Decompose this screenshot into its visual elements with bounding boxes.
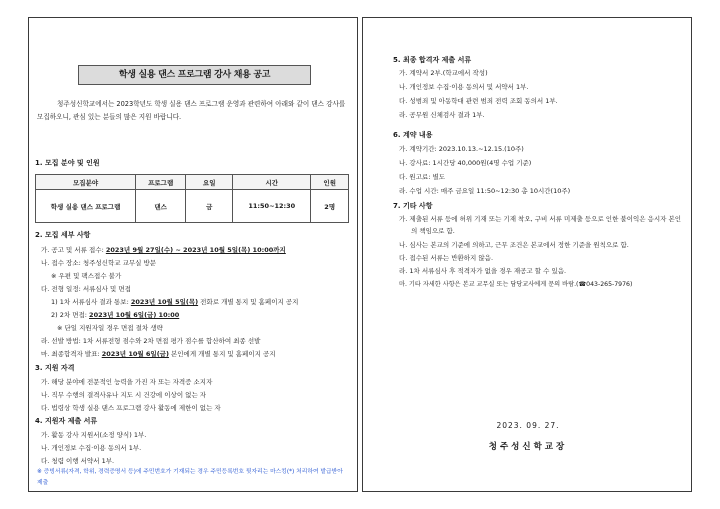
s7-item-b: 나. 심사는 본교의 기준에 의하고, 근무 조건은 본교에서 정한 기준을 원칙으로 함. <box>399 241 629 249</box>
s2-item-c2 <box>51 310 179 319</box>
s5-item-a: 가. 계약서 2부.(학교에서 작성) <box>399 69 488 77</box>
s5-item-d: 라. 공무원 신체검사 결과 1부. <box>399 111 485 119</box>
s2-item-e <box>41 349 276 358</box>
table-cell: 11:50~12:30 <box>233 190 311 223</box>
section-1-heading: 1. 모집 분야 및 인원 <box>35 159 100 167</box>
s7-item-a-wrap <box>399 213 687 237</box>
s6-item-d: 라. 수업 시간: 매주 금요일 11:50~12:30 총 10시간(10주) <box>399 187 571 195</box>
s3-item-a: 가. 해당 분야에 전문적인 능력을 가진 자 또는 자격증 소지자 <box>41 378 213 386</box>
s4-note: ※ 증빙서류(자격, 학위, 경력증명서 등)에 주민번호가 기재되는 경우 주민등록번호 뒷자리는 마스킹(*) 처리하여 발급받아 제출 <box>37 469 343 486</box>
table-header: 인원 <box>311 175 349 190</box>
s2-c2-value: 2023년 10월 6일(금) 10:00 <box>89 311 180 319</box>
s3-item-b: 나. 직무 수행의 결격사유나 지도 시 건강에 이상이 없는 자 <box>41 391 207 399</box>
s2-item-c-note: ※ 단일 지원자일 경우 면접 절차 생략 <box>57 324 163 332</box>
table-cell: 학생 실용 댄스 프로그램 <box>36 190 136 223</box>
table-row <box>36 190 349 223</box>
table-cell: 댄스 <box>136 190 186 223</box>
s2-item-b: 나. 접수 장소: 청주성신학교 교무실 방문 <box>41 259 157 267</box>
s2-c1-value: 2023년 10월 5일(목) <box>130 298 199 306</box>
notice-title: 학생 실용 댄스 프로그램 강사 채용 공고 <box>78 65 311 85</box>
section-5-heading: 5. 최종 합격자 제출 서류 <box>393 56 472 64</box>
s6-item-c: 다. 원고료: 별도 <box>399 173 446 181</box>
table-header: 시간 <box>233 175 311 190</box>
s7-item-d: 라. 1차 서류심사 후 적격자가 없을 경우 재공고 할 수 있음. <box>399 267 567 275</box>
s7-item-c: 다. 접수된 서류는 반환하지 않음. <box>399 254 494 262</box>
s5-item-b: 나. 개인정보 수집·이용 동의서 및 서약서 1부. <box>399 83 529 91</box>
s4-item-c: 다. 청렴 이행 서약서 1부. <box>41 457 115 465</box>
issue-date: 2023. 09. 27. <box>496 421 560 430</box>
section-7-heading: 7. 기타 사항 <box>393 202 433 210</box>
s7-item-e: 마. 기타 자세한 사항은 본교 교무실 또는 담당교사에게 문의 바람.(☎043-265-7976) <box>399 281 633 288</box>
s4-item-a: 가. 활동 강사 지원서(소정 양식) 1부. <box>41 431 147 439</box>
s2-c2-label: 2) 2차 면접: <box>51 311 90 319</box>
s2-e-suffix: 본인에게 개별 통지 및 홈페이지 공지 <box>168 350 276 358</box>
section-3-heading: 3. 지원 자격 <box>35 364 75 372</box>
s7-item-a: 가. 제출된 서류 등에 허위 기재 또는 기재 착오, 구비 서류 미제출 등으로 인한 불이익은 응시자 본인의 책임으로 함. <box>399 215 682 235</box>
s2-e-value: 2023년 10월 6일(금) <box>101 350 169 358</box>
intro-paragraph <box>37 98 351 124</box>
s2-c1-label: 1) 1차 서류심사 결과 통보: <box>51 298 131 306</box>
s2-item-a <box>41 245 286 254</box>
section-6-heading: 6. 계약 내용 <box>393 131 433 139</box>
issuer-name: 청주성신학교장 <box>488 442 568 452</box>
s6-item-b: 나. 강사료: 1시간당 40,000원(4명 수업 기준) <box>399 159 532 167</box>
table-header: 요일 <box>186 175 233 190</box>
table-header-row <box>36 175 349 190</box>
s2-a-label: 가. 공고 및 서류 접수: <box>41 246 106 254</box>
s2-c1-suffix: 전화로 개별 통지 및 홈페이지 공지 <box>198 298 299 306</box>
s6-item-a: 가. 계약기간: 2023.10.13.~12.15.(10주) <box>399 145 524 153</box>
notice-page-2 <box>362 17 692 492</box>
s2-item-b-note: ※ 우편 및 팩스접수 불가 <box>51 272 122 280</box>
table-cell: 금 <box>186 190 233 223</box>
table-cell: 2명 <box>311 190 349 223</box>
s4-item-b: 나. 개인정보 수집·이용 동의서 1부. <box>41 444 142 452</box>
s2-item-d: 라. 선발 방법: 1차 서류전형 점수와 2차 면접 평가 점수를 합산하여 최종 선발 <box>41 337 261 345</box>
s2-a-value: 2023년 9월 27일(수) ~ 2023년 10월 5일(목) 10:00까지 <box>105 246 286 254</box>
s5-item-c: 다. 성범죄 및 아동학대 관련 범죄 전력 조회 동의서 1부. <box>399 97 558 105</box>
table-header: 모집분야 <box>36 175 136 190</box>
recruitment-table <box>35 174 349 223</box>
section-4-heading: 4. 지원자 제출 서류 <box>35 417 98 425</box>
s2-e-label: 마. 최종합격자 발표: <box>41 350 102 358</box>
table-header: 프로그램 <box>136 175 186 190</box>
s2-item-c: 다. 전형 일정: 서류심사 및 면접 <box>41 285 131 293</box>
notice-page-1 <box>28 17 358 492</box>
intro-text: 청주성신학교에서는 2023학년도 학생 실용 댄스 프로그램 운영과 관련하여 아래와 같이 댄스 강사를 모집하오니, 관심 있는 분들의 많은 지원 바랍니다. <box>37 100 346 121</box>
s2-item-c1 <box>51 297 298 306</box>
section-2-heading: 2. 모집 세부 사항 <box>35 231 91 239</box>
s3-item-c: 다. 법령상 학생 실용 댄스 프로그램 강사 활동에 제한이 없는 자 <box>41 404 221 412</box>
